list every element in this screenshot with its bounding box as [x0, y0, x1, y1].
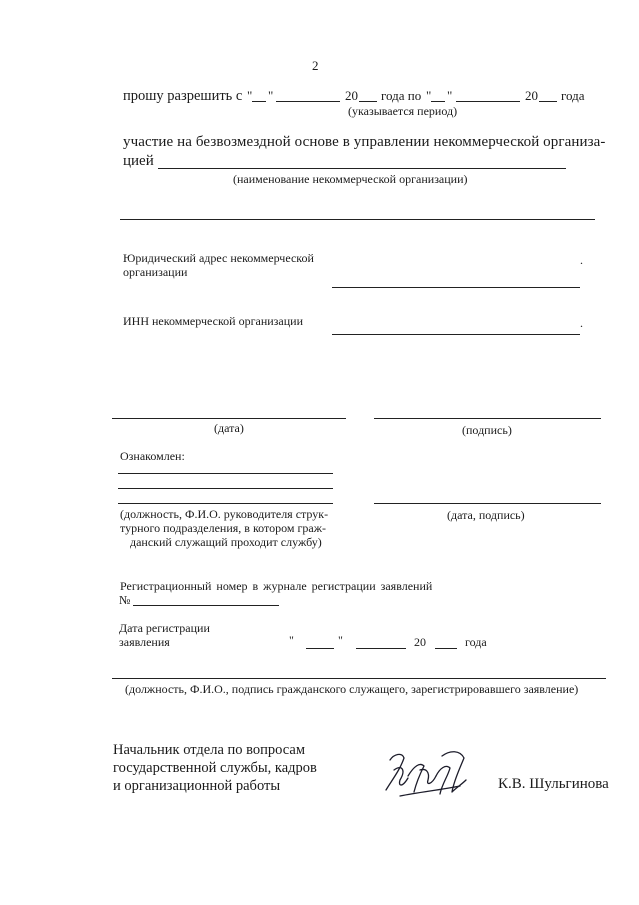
request-day-from-blank: [252, 101, 266, 102]
organization-name-blank: [158, 168, 566, 169]
head-title-line-1: Начальник отдела по вопросам: [113, 742, 306, 758]
legal-address-dot: .: [580, 253, 583, 267]
request-year-prefix-from: 20: [345, 88, 358, 103]
inn-label: ИНН некоммерческой организации: [123, 314, 304, 328]
request-quote-open: ": [247, 88, 253, 103]
familiarized-blank-3: [118, 503, 333, 504]
clerk-caption: (должность, Ф.И.О., подпись гражданского служащего, зарегистрировавшего заявление): [125, 682, 579, 696]
legal-address-blank: [332, 287, 580, 288]
familiarized-date-signature-caption: (дата, подпись): [447, 508, 525, 522]
request-quote-close: ": [268, 88, 274, 103]
registration-year-word: года: [465, 635, 487, 649]
familiarized-blank-1: [118, 473, 333, 474]
registration-date-quote-close: ": [338, 633, 343, 647]
registration-date-label-line-2: заявления: [119, 635, 170, 649]
request-year-word: года: [561, 88, 585, 103]
familiarized-caption-line-1: (должность, Ф.И.О. руководителя струк-: [120, 507, 329, 521]
familiarized-label: Ознакомлен:: [120, 449, 185, 463]
signature-caption: (подпись): [462, 423, 512, 437]
familiarized-date-signature-blank: [374, 503, 601, 504]
organization-name-continuation-blank: [120, 219, 595, 220]
request-prefix: прошу разрешить с: [123, 88, 243, 104]
inn-dot: .: [580, 316, 583, 330]
familiarized-caption-line-3: данский служащий проходит службу): [130, 535, 322, 549]
participation-line-2: цией: [123, 153, 154, 169]
date-blank: [112, 418, 346, 419]
head-name: К.В. Шульгинова: [498, 776, 609, 792]
request-quote-close-2: ": [447, 88, 453, 103]
date-caption: (дата): [214, 421, 244, 435]
request-quote-open-2: ": [426, 88, 432, 103]
registration-date-quote-open: ": [289, 633, 294, 647]
inn-blank: [332, 334, 580, 335]
request-until-label: года по: [381, 88, 422, 103]
head-title-line-2: государственной службы, кадров: [113, 760, 317, 776]
legal-address-label-line-1: Юридический адрес некоммерческой: [123, 251, 314, 265]
request-year-prefix-to: 20: [525, 88, 538, 103]
registration-number-sign: №: [119, 593, 131, 607]
organization-name-caption: (наименование некоммерческой организации): [233, 172, 468, 186]
registration-year-prefix: 20: [414, 635, 426, 649]
participation-line-1: участие на безвозмездной основе в управлении некоммерческой организа-: [123, 134, 606, 150]
registration-month-blank: [356, 648, 406, 649]
registration-year-blank: [435, 648, 457, 649]
registration-date-label-line-1: Дата регистрации: [119, 621, 210, 635]
registration-number-label: Регистрационный номер в журнале регистрации заявлений: [120, 579, 433, 593]
request-day-to-blank: [431, 101, 445, 102]
request-period-caption: (указывается период): [348, 104, 458, 118]
signature-blank: [374, 418, 601, 419]
request-month-to-blank: [456, 101, 520, 102]
head-title-line-3: и организационной работы: [113, 778, 281, 794]
registration-day-blank: [306, 648, 334, 649]
handwritten-signature-icon: [380, 740, 480, 810]
familiarized-blank-2: [118, 488, 333, 489]
request-year-to-blank: [539, 101, 557, 102]
clerk-blank: [112, 678, 606, 679]
registration-number-blank: [133, 605, 279, 606]
request-year-from-blank: [359, 101, 377, 102]
legal-address-label-line-2: организации: [123, 265, 188, 279]
request-month-from-blank: [276, 101, 340, 102]
familiarized-caption-line-2: турного подразделения, в котором граж-: [120, 521, 326, 535]
page-number: 2: [312, 58, 319, 73]
